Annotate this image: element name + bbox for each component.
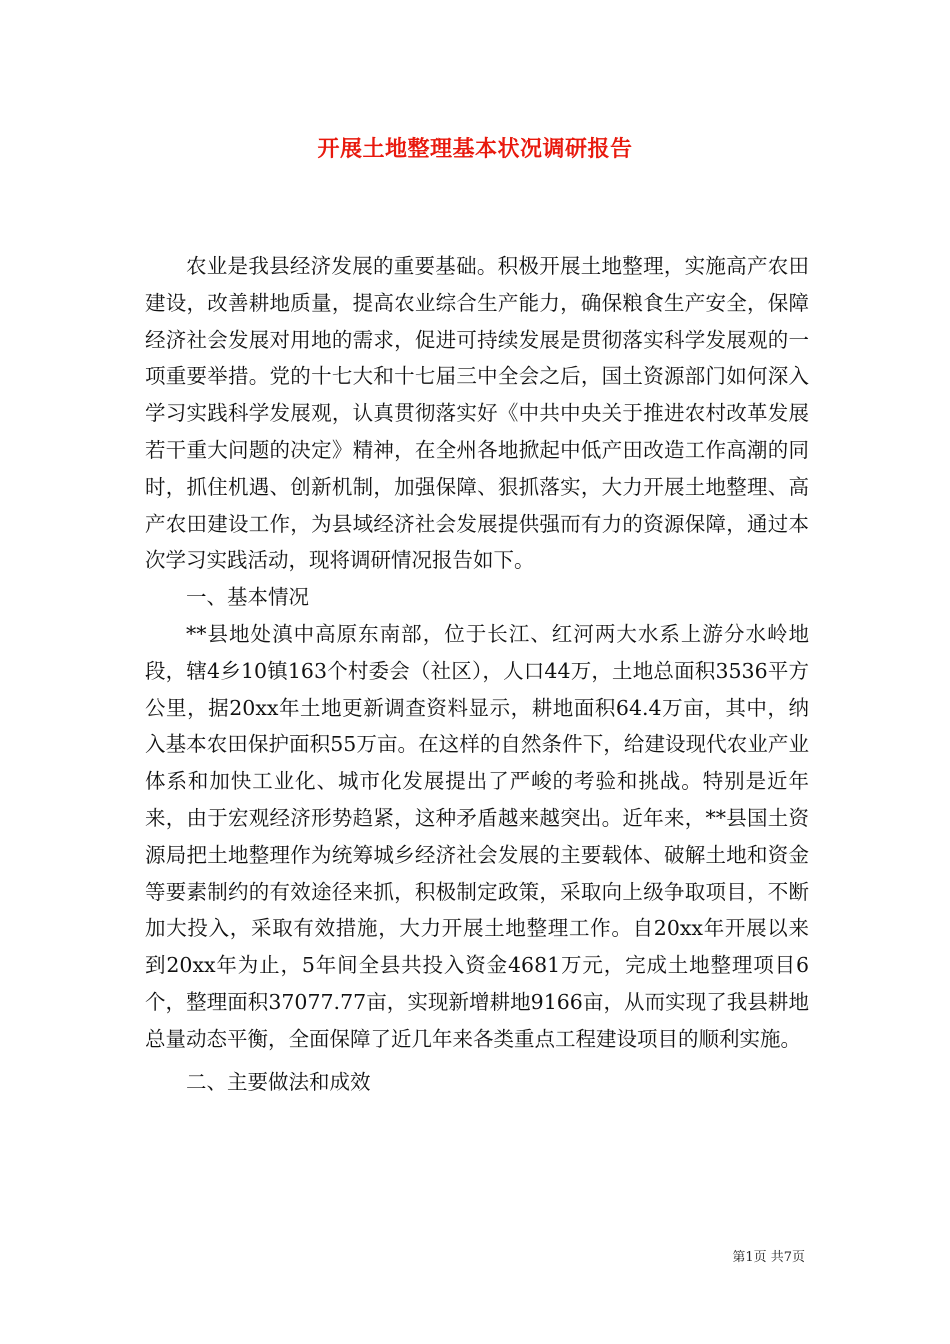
document-body (145, 248, 809, 1100)
intro-paragraph: 农业是我县经济发展的重要基础。积极开展土地整理，实施高产农田建设，改善耕地质量，提高农业综合生产能力，确保粮食生产安全，保障经济社会发展对用地的需求，促进可持续发展是贯彻落实科学发展观的一项重要举措。党的十七大和十七届三中全会之后，国土资源部门如何深入学习实践科学发展观，认真贯彻落实好《中共中央关于推进农村改革发展若干重大问题的决定》精神，在全州各地掀起中低产田改造工作高潮的同时，抓住机遇、创新机制，加强保障、狠抓落实，大力开展土地整理、高产农田建设工作，为县域经济社会发展提供强而有力的资源保障，通过本次学习实践活动，现将调研情况报告如下。 (145, 254, 809, 573)
page-number: 第1页 共7页 (732, 1250, 805, 1265)
document-title: 开展土地整理基本状况调研报告 (317, 136, 633, 162)
section-heading-basic: 一、基本情况 (186, 585, 309, 610)
basic-situation-paragraph: **县地处滇中高原东南部，位于长江、红河两大水系上游分水岭地段，辖4乡10镇163个村委会（社区），人口44万，土地总面积3536平方公里，据20xx年土地更新调查资料显示，耕地面积64.4万亩，其中，纳入基本农田保护面积55万亩。在这样的自然条件下，给建设现代农业产业体系和加快工业化、城市化发展提出了严峻的考验和挑战。特别是近年来，由于宏观经济形势趋紧，这种矛盾越来越突出。近年来，**县国土资源局把土地整理作为统筹城乡经济社会发展的主要载体、破解土地和资金等要素制约的有效途径来抓，积极制定政策，采取向上级争取项目，不断加大投入，采取有效措施，大力开展土地整理工作。自20xx年开展以来到20xx年为止，5年间全县共投入资金4681万元，完成土地整理项目6个，整理面积37077.77亩，实现新增耕地9166亩，从而实现了我县耕地总量动态平衡，全面保障了近几年来各类重点工程建设项目的顺利实施。 (145, 621, 809, 1051)
section-heading-methods: 二、主要做法和成效 (186, 1069, 371, 1094)
